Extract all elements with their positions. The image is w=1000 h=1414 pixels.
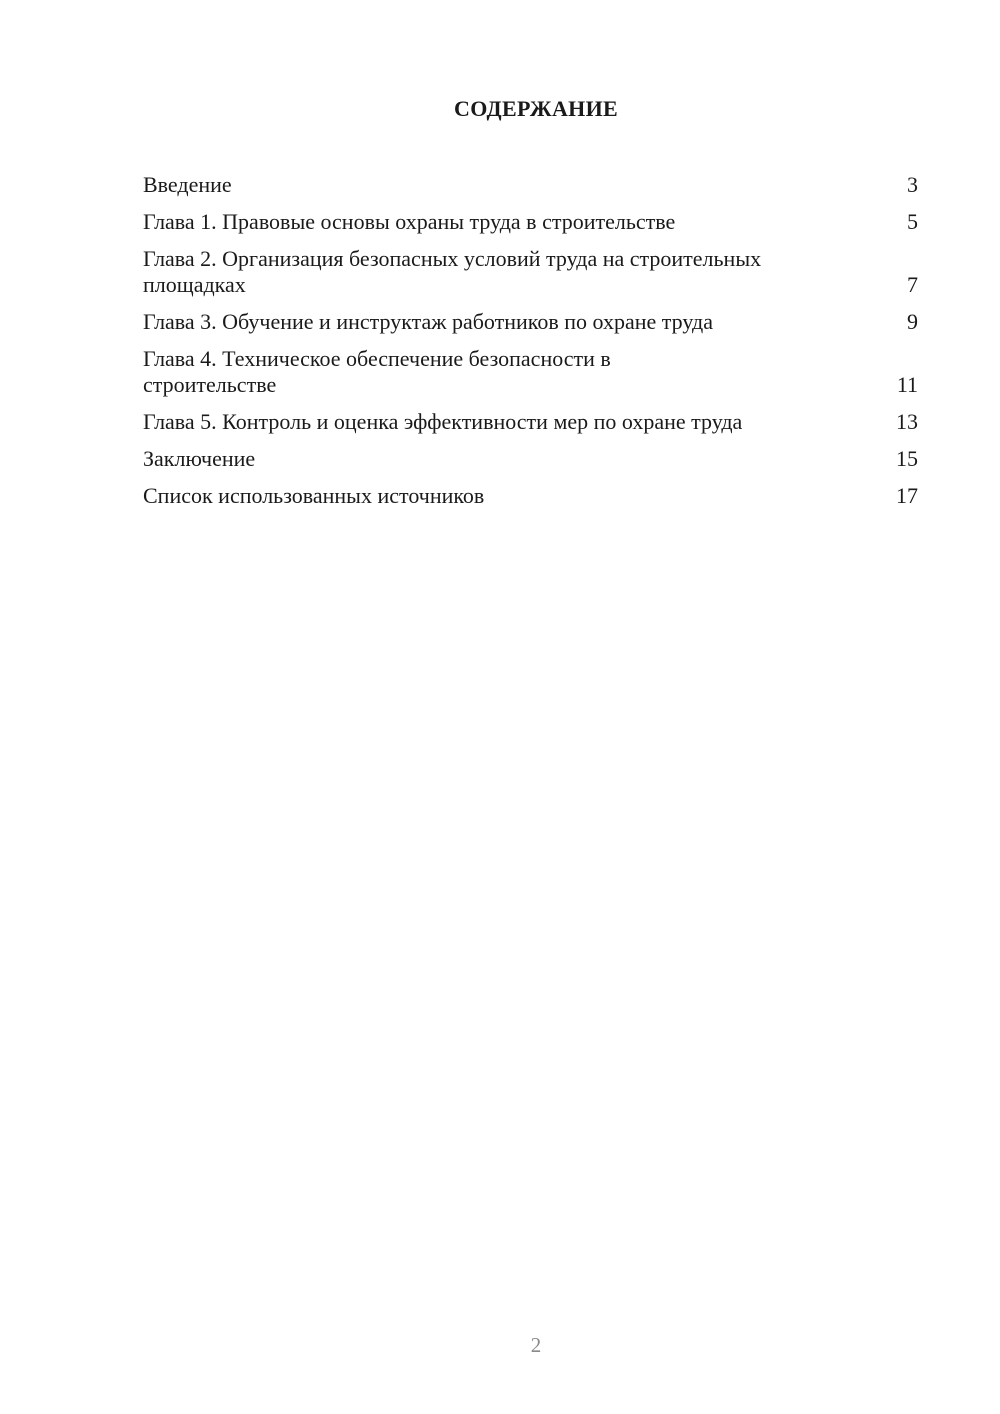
toc-entry-introduction — [143, 172, 918, 198]
toc-entry-label: Список использованных источников — [143, 483, 485, 508]
toc-entry-label: Заключение — [143, 446, 256, 471]
toc-entry-page: 3 — [907, 172, 918, 197]
toc-entry-page: 13 — [896, 409, 918, 434]
toc-entry-label: Глава 5. Контроль и оценка эффективности мер по охране труда — [143, 409, 743, 434]
toc-entry-page: 15 — [896, 446, 918, 471]
toc-entry-page: 9 — [907, 309, 918, 334]
toc-entry-page: 11 — [896, 372, 918, 397]
toc-entry-label: Глава 1. Правовые основы охраны труда в строительстве — [143, 209, 676, 234]
toc-entry-label: Введение — [143, 172, 232, 197]
toc-entry-chapter-2 — [143, 246, 918, 298]
toc-entry-page: 5 — [907, 209, 918, 234]
toc-entry-label: Глава 4. Техническое обеспечение безопасности в строительстве — [143, 346, 611, 397]
toc-entry-chapter-4 — [143, 346, 918, 398]
toc-entry-conclusion — [143, 446, 918, 472]
toc-entry-chapter-5 — [143, 409, 918, 435]
toc-title: СОДЕРЖАНИЕ — [454, 96, 618, 121]
toc-entry-page: 7 — [907, 272, 918, 297]
toc-entry-label: Глава 2. Организация безопасных условий труда на строительных площадках — [143, 246, 762, 297]
toc-entry-chapter-3 — [143, 309, 918, 335]
toc-entry-chapter-1 — [143, 209, 918, 235]
toc-entry-references — [143, 483, 918, 509]
page-number: 2 — [530, 1333, 542, 1357]
toc-entry-label: Глава 3. Обучение и инструктаж работников по охране труда — [143, 309, 713, 334]
table-of-contents — [143, 172, 918, 520]
toc-entry-page: 17 — [896, 483, 918, 508]
